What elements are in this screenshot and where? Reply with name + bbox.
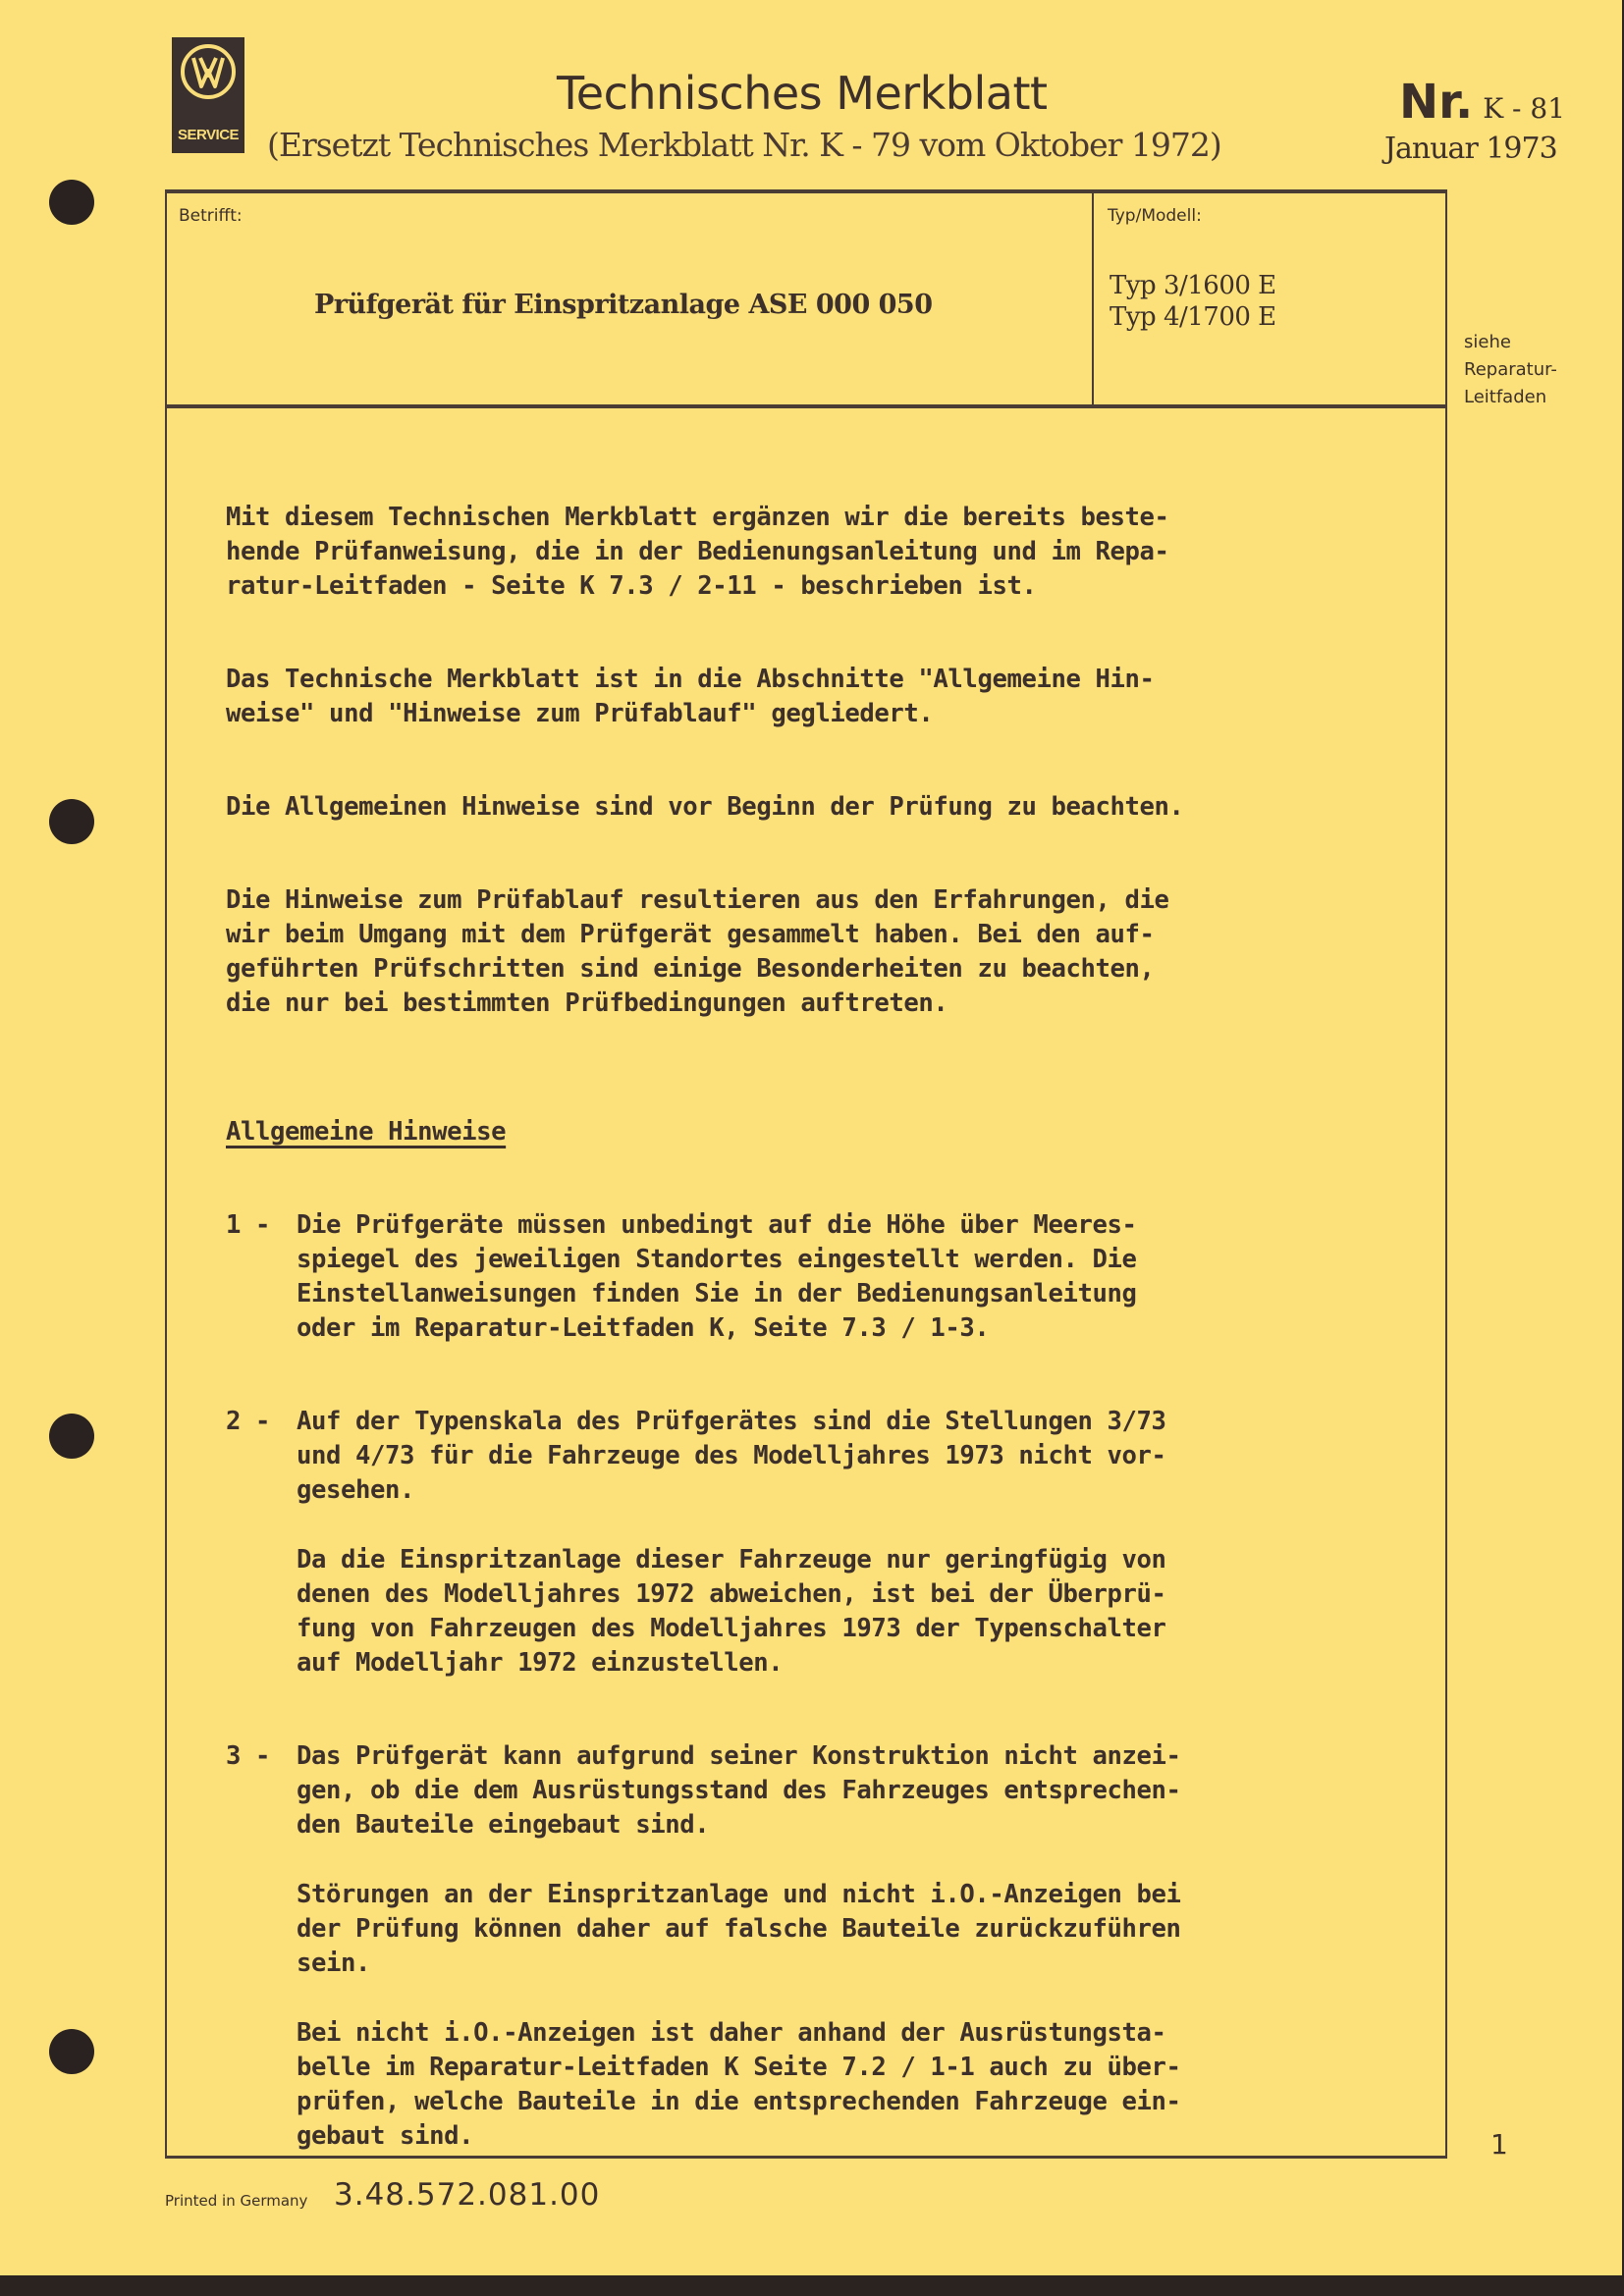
vw-logo-icon — [180, 43, 237, 100]
item-paragraph: Da die Einspritzanlage dieser Fahrzeuge nur geringfügig von denen des Modelljahres 1972 abweichen, ist bei der Überprü- fung von Fahrzeugen des Modelljahres 1973 der Typenschalter auf Modelljahr 1972 einzustellen. — [297, 1545, 1166, 1678]
item-number: 2 - — [226, 1407, 271, 1436]
intro-paragraph: Mit diesem Technischen Merkblatt ergänzen wir die bereits beste- hende Prüfanweisung, die in der Bedienungsanleitung und im Repa- ratur-Leitfaden - Seite K 7.3 / 2-11 - beschrieben ist. — [226, 503, 1169, 601]
model-label: Typ/Modell: — [1108, 206, 1202, 226]
item-number: 3 - — [226, 1741, 271, 1771]
model-list — [1110, 270, 1276, 333]
item-paragraph: Störungen an der Einspritzanlage und nicht i.O.-Anzeigen bei der Prüfung können daher auf falsche Bauteile zurückzuführen sein. — [297, 1880, 1181, 1978]
side-note-line: Leitfaden — [1464, 387, 1547, 407]
side-note-line: Reparatur- — [1464, 359, 1557, 380]
divider — [165, 404, 1447, 408]
list-item — [226, 1208, 1384, 1346]
vw-service-logo — [172, 37, 244, 153]
list-item — [226, 1739, 1384, 2154]
item-paragraph: Das Prüfgerät kann aufgrund seiner Konstruktion nicht anzei- gen, ob die dem Ausrüstungsstand des Fahrzeuges entsprechen- den Bauteile eingebaut sind. — [297, 1741, 1181, 1840]
punch-hole — [49, 799, 94, 844]
page-number: 1 — [1490, 2128, 1508, 2161]
item-number: 1 - — [226, 1210, 271, 1240]
document-body — [226, 501, 1384, 2154]
divider — [1092, 189, 1094, 405]
item-paragraph: Bei nicht i.O.-Anzeigen ist daher anhand der Ausrüstungsta- belle im Reparatur-Leitfaden K Seite 7.2 / 1-1 auch zu über- prüfen, welche Bauteile in die entsprechenden Fahrzeuge ein- gebaut sind. — [297, 2018, 1181, 2151]
nr-label: Nr. — [1399, 75, 1474, 130]
logo-text: SERVICE — [177, 127, 240, 143]
document-number — [1399, 75, 1565, 130]
item-paragraph: Die Prüfgeräte müssen unbedingt auf die Höhe über Meeres- spiegel des jeweiligen Standortes eingestellt werden. Die Einstellanweisungen finden Sie in der Bedienungsanleitung oder im Reparatur-Leitfaden K, Seite 7.3 / 1-3. — [297, 1210, 1137, 1343]
model-item: Typ 4/1700 E — [1110, 302, 1276, 332]
document-title: Technisches Merkblatt — [557, 67, 1048, 120]
part-number: 3.48.572.081.00 — [334, 2177, 601, 2213]
punch-hole — [49, 180, 94, 225]
list-item — [226, 1405, 1384, 1681]
intro-paragraph: Die Allgemeinen Hinweise sind vor Beginn der Prüfung zu beachten. — [226, 792, 1184, 822]
document-subtitle: (Ersetzt Technisches Merkblatt Nr. K - 79 vom Oktober 1972) — [267, 126, 1221, 164]
printed-in-label: Printed in Germany — [165, 2192, 308, 2210]
punch-hole — [49, 2029, 94, 2074]
side-note-line: siehe — [1464, 332, 1511, 352]
nr-value: K - 81 — [1483, 92, 1566, 125]
document-date: Januar 1973 — [1384, 132, 1557, 166]
intro-paragraph: Die Hinweise zum Prüfablauf resultieren aus den Erfahrungen, die wir beim Umgang mit dem Prüfgerät gesammelt haben. Bei den auf- geführten Prüfschritten sind einige Besonderheiten zu beachten, die nur bei bestimmten Prüfbedingungen auftreten. — [226, 885, 1169, 1018]
side-note — [1464, 329, 1557, 411]
punch-hole — [49, 1414, 94, 1459]
subject-text: Prüfgerät für Einspritzanlage ASE 000 050 — [314, 290, 933, 320]
divider — [165, 189, 1447, 193]
subject-label: Betrifft: — [179, 206, 243, 226]
section-heading: Allgemeine Hinweise — [226, 1117, 507, 1147]
item-paragraph: Auf der Typenskala des Prüfgerätes sind die Stellungen 3/73 und 4/73 für die Fahrzeuge des Modelljahres 1973 nicht vor- gesehen. — [297, 1407, 1166, 1505]
intro-paragraph: Das Technische Merkblatt ist in die Abschnitte "Allgemeine Hin- weise" und "Hinweise zum Prüfablauf" gegliedert. — [226, 665, 1155, 728]
model-item: Typ 3/1600 E — [1110, 271, 1276, 300]
